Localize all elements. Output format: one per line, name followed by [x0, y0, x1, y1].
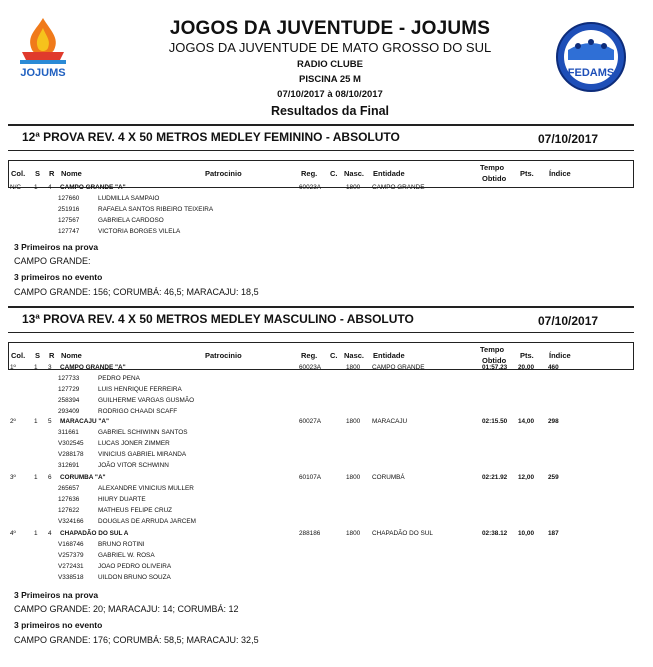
athlete-row — [8, 507, 634, 517]
athlete-name: GUILHERME VARGAS GUSMÃO — [98, 397, 195, 404]
athlete-row — [8, 451, 634, 461]
team-entity: CHAPADÃO DO SUL — [372, 530, 433, 537]
team-time: 02:21.92 — [482, 474, 508, 481]
column-s: S — [35, 351, 41, 360]
team-entity: MARACAJU — [372, 418, 408, 425]
svg-text:JOJUMS: JOJUMS — [20, 67, 66, 79]
top3-race-label: 3 Primeiros na prova — [14, 242, 99, 252]
column-reg: Reg. — [301, 169, 318, 178]
column-r: R — [49, 351, 55, 360]
athlete-id: 265657 — [58, 485, 80, 492]
athlete-id: V272431 — [58, 563, 84, 570]
event-date: 07/10/2017 — [538, 314, 599, 328]
team-row — [8, 474, 634, 484]
event-title: 13ª PROVA REV. 4 X 50 METROS MEDLEY MASCULINO - ABSOLUTO — [22, 312, 414, 326]
team-name: CAMPO GRANDE "A" — [60, 364, 126, 371]
top3-event-text: CAMPO GRANDE: 156; CORUMBÁ: 46,5; MARACAJU: 18,5 — [14, 287, 259, 297]
column-nasc: Nasc. — [344, 169, 365, 178]
athlete-id: V257379 — [58, 552, 84, 559]
athlete-row — [8, 228, 634, 238]
column-c: C. — [330, 169, 338, 178]
athlete-name: JOAO PEDRO OLIVEIRA — [98, 563, 172, 570]
team-lane: 4 — [48, 184, 52, 191]
team-registration: 60023A — [299, 184, 322, 191]
athlete-id: 127622 — [58, 507, 80, 514]
team-points: 20,00 — [518, 364, 534, 371]
team-index: 187 — [548, 530, 559, 537]
athlete-id: V338518 — [58, 574, 84, 581]
athlete-name: BRUNO ROTINI — [98, 541, 145, 548]
athlete-row — [8, 408, 634, 418]
athlete-name: GABRIEL SCHIWINN SANTOS — [98, 429, 188, 436]
column-patrocinio: Patrocinio — [205, 351, 242, 360]
athlete-row — [8, 195, 634, 205]
team-series: 1 — [34, 474, 38, 481]
column-s: S — [35, 169, 41, 178]
athlete-name: UILDON BRUNO SOUZA — [98, 574, 171, 581]
athlete-row — [8, 397, 634, 407]
athlete-name: PEDRO PENA — [98, 375, 140, 382]
athlete-name: GABRIELA CARDOSO — [98, 217, 164, 224]
team-index: 298 — [548, 418, 559, 425]
column-tempo: Tempo — [480, 163, 505, 172]
team-birth: 1800 — [346, 364, 361, 371]
team-placing: 4º — [10, 530, 16, 537]
team-row — [8, 530, 634, 540]
athlete-name: RAFAELA SANTOS RIBEIRO TEIXEIRA — [98, 206, 214, 213]
athlete-id: 127747 — [58, 228, 80, 235]
athlete-name: ALEXANDRE VINICIUS MULLER — [98, 485, 194, 492]
event-bottom-rule — [8, 332, 634, 333]
athlete-id: 127729 — [58, 386, 80, 393]
team-lane: 3 — [48, 364, 52, 371]
athlete-id: 127567 — [58, 217, 80, 224]
column-pts: Pts. — [520, 351, 534, 360]
athlete-row — [8, 462, 634, 472]
team-entity: CAMPO GRANDE — [372, 364, 425, 371]
athlete-name: LUDMILLA SAMPAIO — [98, 195, 160, 202]
athlete-name: DOUGLAS DE ARRUDA JARCEM — [98, 518, 197, 525]
athlete-name: VICTORIA BORGES VILELA — [98, 228, 181, 235]
athlete-name: MATHEUS FELIPE CRUZ — [98, 507, 173, 514]
column-nome: Nome — [61, 169, 82, 178]
column-r: R — [49, 169, 55, 178]
team-placing: 1º — [10, 364, 16, 371]
column-indice: Índice — [549, 351, 571, 360]
athlete-row — [8, 485, 634, 495]
athlete-row — [8, 375, 634, 385]
document-subtitle: JOGOS DA JUVENTUDE DE MATO GROSSO DO SUL — [168, 40, 492, 55]
column-obtido: Obtido — [482, 356, 507, 365]
pool: PISCINA 25 M — [299, 74, 361, 85]
column-nasc: Nasc. — [344, 351, 365, 360]
athlete-name: RODRIGO CHAADI SCAFF — [98, 408, 178, 415]
team-series: 1 — [34, 184, 38, 191]
event-bottom-rule — [8, 150, 634, 151]
top3-race-text: CAMPO GRANDE: 20; MARACAJU: 14; CORUMBÁ: 12 — [14, 604, 239, 614]
athlete-name: HIURY DUARTE — [98, 496, 146, 503]
athlete-name: LUIS HENRIQUE FERREIRA — [98, 386, 182, 393]
column-patrocinio: Patrocinio — [205, 169, 242, 178]
athlete-row — [8, 217, 634, 227]
athlete-row — [8, 206, 634, 216]
athlete-id: 127660 — [58, 195, 80, 202]
team-name: MARACAJU "A" — [60, 418, 110, 425]
top3-event-label: 3 primeiros no evento — [14, 272, 103, 282]
venue: RADIO CLUBE — [297, 59, 363, 70]
team-placing: 3º — [10, 474, 16, 481]
column-pts: Pts. — [520, 169, 534, 178]
column-tempo: Tempo — [480, 345, 505, 354]
athlete-id: 127636 — [58, 496, 80, 503]
athlete-id: 251916 — [58, 206, 80, 213]
athlete-id: 293409 — [58, 408, 80, 415]
athlete-row — [8, 496, 634, 506]
athlete-row — [8, 552, 634, 562]
competition-dates: 07/10/2017 à 08/10/2017 — [277, 89, 383, 100]
athlete-name: JOÃO VITOR SCHWINN — [98, 462, 169, 469]
athlete-id: V288178 — [58, 451, 84, 458]
team-points: 14,00 — [518, 418, 534, 425]
column-c: C. — [330, 351, 338, 360]
column-col: Col. — [11, 169, 26, 178]
team-lane: 5 — [48, 418, 52, 425]
event-top-rule — [8, 306, 634, 308]
team-entity: CORUMBÁ — [372, 474, 405, 481]
top3-event-text: CAMPO GRANDE: 176; CORUMBÁ: 58,5; MARACAJU: 32,5 — [14, 635, 259, 645]
athlete-row — [8, 541, 634, 551]
athlete-row — [8, 386, 634, 396]
team-birth: 1800 — [346, 184, 361, 191]
column-col: Col. — [11, 351, 26, 360]
team-birth: 1800 — [346, 474, 361, 481]
athlete-id: V324166 — [58, 518, 84, 525]
team-registration: 60027A — [299, 418, 322, 425]
team-series: 1 — [34, 418, 38, 425]
team-registration: 288186 — [299, 530, 321, 537]
athlete-row — [8, 429, 634, 439]
event-title: 12ª PROVA REV. 4 X 50 METROS MEDLEY FEMININO - ABSOLUTO — [22, 130, 400, 144]
athlete-row — [8, 518, 634, 528]
team-birth: 1800 — [346, 418, 361, 425]
team-lane: 4 — [48, 530, 52, 537]
event-top-rule — [8, 124, 634, 126]
athlete-id: 258394 — [58, 397, 80, 404]
team-index: 460 — [548, 364, 559, 371]
athlete-id: 312691 — [58, 462, 80, 469]
document-title: JOGOS DA JUVENTUDE - JOJUMS — [169, 18, 491, 39]
column-nome: Nome — [61, 351, 82, 360]
athlete-name: GABRIEL W. ROSA — [98, 552, 155, 559]
athlete-name: LUCAS JONER ZIMMER — [98, 440, 170, 447]
athlete-row — [8, 440, 634, 450]
team-row — [8, 184, 634, 194]
team-registration: 60107A — [299, 474, 322, 481]
team-name: CORUMBA "A" — [60, 474, 106, 481]
team-birth: 1800 — [346, 530, 361, 537]
top3-race-text: CAMPO GRANDE: — [14, 256, 91, 266]
athlete-id: 127733 — [58, 375, 80, 382]
svg-text:FEDAMS: FEDAMS — [567, 67, 615, 79]
team-lane: 6 — [48, 474, 52, 481]
event-date: 07/10/2017 — [538, 132, 599, 146]
results-title: Resultados da Final — [270, 104, 390, 118]
column-entidade: Entidade — [373, 351, 405, 360]
fedams-logo — [554, 20, 628, 94]
team-series: 1 — [34, 364, 38, 371]
team-row — [8, 418, 634, 428]
team-name: CAMPO GRANDE "A" — [60, 184, 126, 191]
column-obtido: Obtido — [482, 174, 507, 183]
team-time: 01:57.23 — [482, 364, 508, 371]
team-index: 259 — [548, 474, 559, 481]
column-reg: Reg. — [301, 351, 318, 360]
team-time: 02:38.12 — [482, 530, 508, 537]
athlete-id: 311661 — [58, 429, 79, 436]
team-series: 1 — [34, 530, 38, 537]
team-placing: N/C — [10, 184, 22, 191]
team-placing: 2º — [10, 418, 16, 425]
athlete-row — [8, 574, 634, 584]
team-entity: CAMPO GRANDE — [372, 184, 425, 191]
athlete-row — [8, 563, 634, 573]
athlete-id: V168746 — [58, 541, 84, 548]
team-name: CHAPADÃO DO SUL A — [60, 530, 129, 537]
top3-race-label: 3 Primeiros na prova — [14, 590, 99, 600]
team-row — [8, 364, 634, 374]
jojums-logo — [8, 14, 78, 84]
team-time: 02:15.50 — [482, 418, 508, 425]
team-points: 10,00 — [518, 530, 534, 537]
top3-event-label: 3 primeiros no evento — [14, 620, 103, 630]
athlete-id: V302545 — [58, 440, 84, 447]
column-indice: Índice — [549, 169, 571, 178]
team-points: 12,00 — [518, 474, 534, 481]
column-entidade: Entidade — [373, 169, 405, 178]
team-registration: 60023A — [299, 364, 322, 371]
athlete-name: VINICIUS GABRIEL MIRANDA — [98, 451, 187, 458]
